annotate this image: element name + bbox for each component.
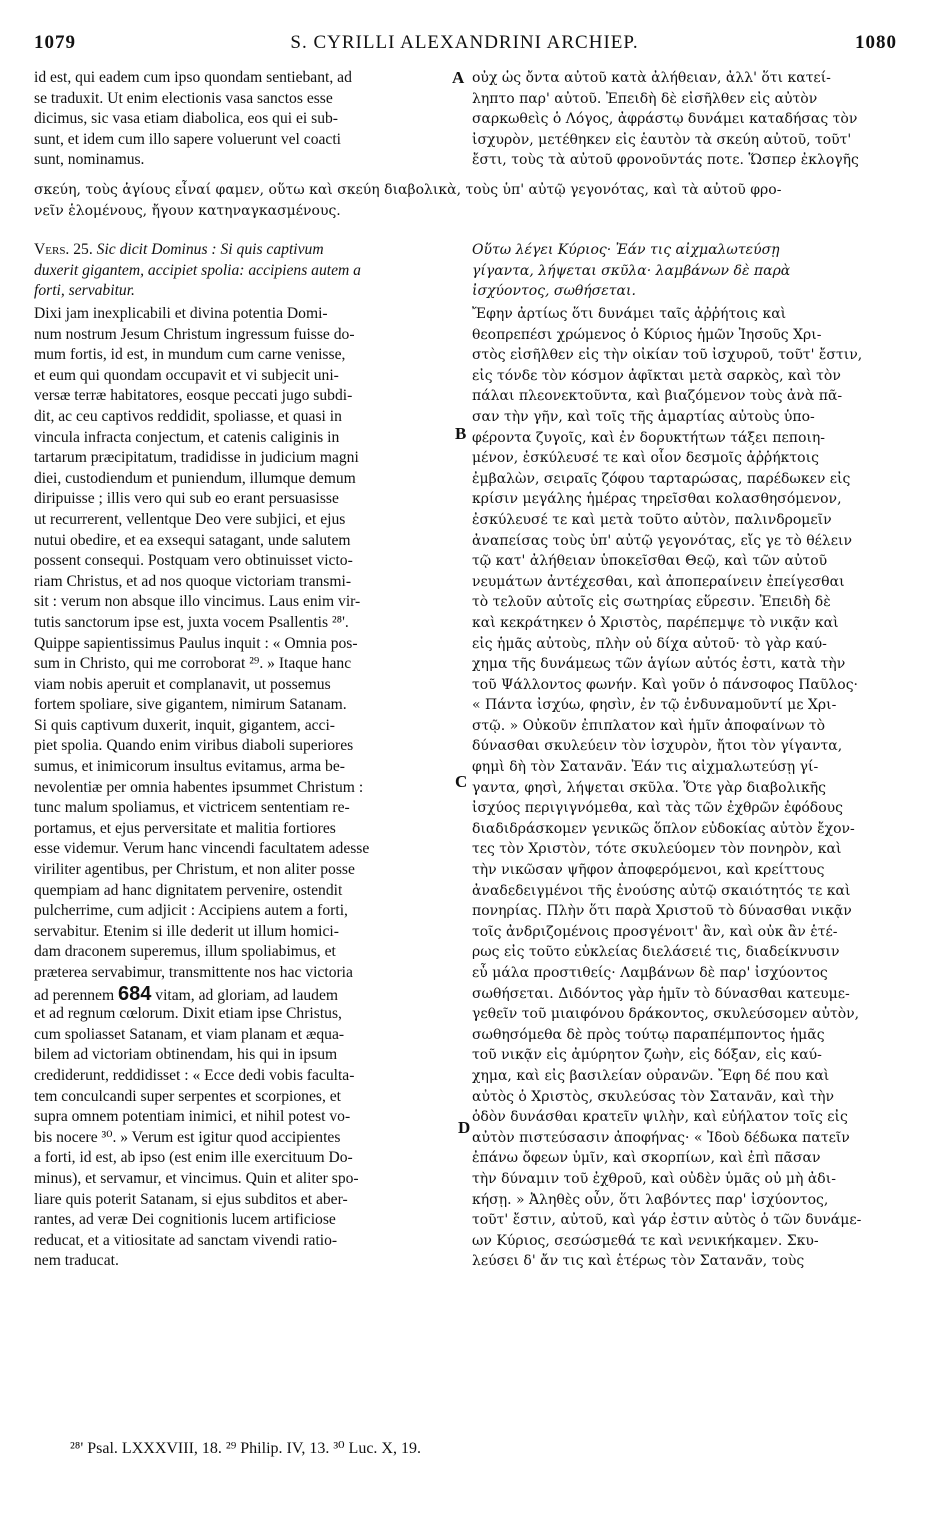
latin-text-line: rantes, ad veræ Dei cognitionis lucem artificiose — [34, 1211, 336, 1229]
greek-text-line: τοῖς ἀνδριζομένοις προσγένοιτ' ἂν, καὶ οὐκ ἂν ἑτέ- — [472, 923, 838, 940]
latin-text-line: possent consequi. Postquam vero obtinuisset victo- — [34, 552, 353, 570]
latin-text-line: num nostrum Jesum Christum ingressum fuisse do- — [34, 325, 355, 343]
latin-text-line: minus), et servamur, et vincimus. Quin et aliter spo- — [34, 1169, 359, 1187]
greek-heading-line: ἰσχύοντος, σωθήσεται. — [472, 283, 636, 300]
greek-text-line: ἰσχύος περιγιγνόμεθα, καὶ τὰς τῶν ἐχθρῶν ἐφόδους — [472, 800, 843, 817]
margin-marker-b: B — [455, 424, 467, 443]
greek-text-line: ρως εἰς τοῦτο εὐκλείας διελάσειέ τις, διαδείκνυσιν — [472, 944, 840, 961]
verse-label: Vers. 25. — [34, 241, 93, 258]
greek-text-line: πονηρίας. Πλὴν ὅτι παρὰ Χριστοῦ τὸ δύνασθαι νικᾷν — [472, 903, 852, 920]
latin-heading-line: duxerit gigantem, accipiet spolia: accipiens autem a — [34, 261, 361, 279]
latin-text-line: pulcherrime, cum adjicit : Accipiens autem a forti, — [34, 902, 348, 920]
greek-text-line: φέροντα ζυγοῖς, καὶ ἐν δορυκτήτων τάξει πεποιη- — [472, 429, 826, 446]
latin-text-line: fortem spoliare, sive gigantem, nimirum Satanam. — [34, 696, 347, 714]
footnotes: ²⁸' Psal. LXXXVIII, 18. ²⁹ Philip. IV, 13. ³⁰ Luc. X, 19. — [70, 1440, 421, 1457]
greek-text-line: δύνασθαι σκυλεύειν τὸν ἰσχυρὸν, ἤτοι τὸν γίγαντα, — [472, 738, 843, 755]
greek-text-line: εἰς ἡμᾶς αὐτοὺς, πλὴν οὐ δίχα αὐτοῦ· τὸ γὰρ καύ- — [472, 635, 827, 652]
greek-text-line: ὁδὸν δυνάσθαι κρατεῖν ψιλὴν, καὶ εὐήλατον τοῖς εἰς — [472, 1109, 848, 1126]
latin-text-line: sit : verum non absque illo vincimus. Laus enim vir- — [34, 593, 361, 611]
latin-text-line: dicimus, sic vasa etiam diabolica, eos qui ei sub- — [34, 110, 339, 128]
greek-text-line: στῷ. » Οὐκοῦν ἐπιπλατον καὶ ἡμῖν ἀποφαίνων τὸ — [472, 717, 826, 734]
latin-text-line: reducat, et a vitiositate ad sanctam vivendi ratio- — [34, 1231, 338, 1249]
greek-text-line: φημὶ δὴ τὸν Σατανᾶν. Ἐάν τις αἰχμαλωτεύσῃ γί- — [472, 759, 819, 776]
latin-text-line: viriliter agentibus, per Christum, et non aliter posse — [34, 861, 355, 879]
latin-text-line: piet spolia. Quando enim viribus diaboli superiores — [34, 737, 354, 755]
greek-text-line: ἀναπείσας τοὺς ὑπ' αὐτῷ γεγονότας, εἴς γε τὸ θέλειν — [472, 532, 853, 549]
greek-text-line: οὐχ ὡς ὄντα αὐτοῦ κατὰ ἀλήθειαν, ἀλλ' ὅτι κατεί- — [472, 70, 831, 86]
margin-marker-a: A — [452, 68, 465, 87]
greek-text-line: τὴν νικῶσαν ψῆφον ἀποφερόμενοι, καὶ κρείττους — [472, 862, 825, 879]
latin-text-line: tartarum præcipitatum, tradidisse in judicium magni — [34, 449, 359, 467]
latin-text-line: esse videmur. Verum hanc vincendi facultatem adesse — [34, 840, 370, 858]
latin-text-line — [34, 984, 446, 1005]
latin-text-line: bis nocere ³⁰. » Verum est igitur quod accipientes — [34, 1128, 341, 1146]
greek-text-line: ων Κύριος, σεσώσμεθά τε καὶ νενικήκαμεν. Σκυ- — [472, 1232, 819, 1249]
greek-column-body — [472, 304, 894, 1272]
greek-text-line: εἰς τόνδε τὸν κόσμον ἀφῖκται μετὰ σαρκὸς, καὶ τὸν — [472, 367, 841, 384]
greek-text-line: τὴν δύναμιν τοῦ ἐχθροῦ, καὶ οὐδὲν ὑμᾶς οὐ μὴ ἀδι- — [472, 1170, 836, 1187]
latin-text-line: tunc malum spoliamus, et victricem sententiam re- — [34, 799, 350, 817]
greek-text-line: σωθήσεται. Διδόντος γὰρ ἡμῖν τὸ δύνασθαι κατευμε- — [472, 985, 850, 1002]
greek-text-line: ἰσχυρὸν, μετέθηκεν εἰς ἑαυτὸν τὰ σκεύη αὐτοῦ, τοῦτ' — [472, 131, 852, 148]
page-number-right: 1080 — [855, 32, 897, 53]
latin-text-line: sum in Christo, qui me corroborat ²⁹. » Itaque hanc — [34, 655, 352, 673]
greek-text-line: σκεύη, τοὺς ἁγίους εἶναί φαμεν, οὕτω καὶ σκεύη διαβολικὰ, τοὺς ὑπ' αὐτῷ γεγονότας, καὶ τὰ αὐτοῦ φρο- — [34, 182, 782, 198]
latin-text-line: a forti, id est, ab ipso (est enim ille exercituum Do- — [34, 1149, 353, 1167]
greek-heading-line: γίγαντα, λήψεται σκῦλα· λαμβάνων δὲ παρὰ — [472, 262, 791, 279]
latin-text-line: viam nobis aperuit et complanavit, ut possemus — [34, 675, 331, 693]
greek-text-line: σαν τὴν γῆν, καὶ τοῖς τῆς ἁμαρτίας αὐτοὺς ὑπο- — [472, 408, 815, 425]
greek-text-line: αὐτὸς ὁ Χριστὸς, σκυλεύσας τὸν Σατανᾶν, καὶ τὴν — [472, 1088, 835, 1105]
greek-text-line: νεῖν ἑλομένους, ἤγουν κατηναγκασμένους. — [34, 202, 341, 219]
latin-text-line: diei, custodiendum et puniendum, illumque demum — [34, 469, 356, 487]
latin-text-line: mum fortis, id est, in mundum cum carne venisse, — [34, 346, 346, 364]
latin-text-line: ut recurrerent, vellentque Deo vere subjici, et ejus — [34, 510, 346, 528]
latin-column-top — [34, 68, 446, 171]
greek-text-line: ἐπάνω ὄφεων ὑμῖν, καὶ σκορπίων, καὶ ἐπὶ πᾶσαν — [472, 1150, 821, 1167]
page-header — [0, 32, 929, 62]
latin-text-line: diripuisse ; illis vero qui sub eo erant persuasisse — [34, 490, 339, 508]
greek-text-line: καὶ κεκράτηκεν ὁ Χριστὸς, παρέπεμψε τὸ νικᾷν καὶ — [472, 614, 839, 631]
greek-text-line: τοῦ Ψάλλοντος φωνήν. Καὶ γοῦν ὁ πάνσοφος Παῦλος· — [472, 676, 858, 693]
running-title: S. CYRILLI ALEXANDRINI ARCHIEP. — [290, 32, 639, 53]
latin-text-line: sunt, et idem cum illo sapere voluerunt vel coacti — [34, 130, 342, 148]
greek-text-line: γεθεῖν τοῦ μιαιφόνου δράκοντος, σκυλεύσομεν αὐτὸν, — [472, 1006, 860, 1023]
greek-text-line: ληπτο παρ' αὐτοῦ. Ἐπειδὴ δὲ εἰσῆλθεν εἰς αὐτὸν — [472, 90, 818, 107]
latin-text-line: vincula infracta conjectum, et catenis caliginis in — [34, 428, 340, 446]
latin-text-line: dam draconem superemus, illum spoliabimus, et — [34, 943, 336, 961]
greek-text-line: ἐμβαλὼν, σειραῖς ζόφου ταρταρώσας, παρέδωκεν εἰς — [472, 470, 851, 487]
latin-text-line: riam Christus, et ad nos quoque victoriam transmi- — [34, 572, 352, 590]
latin-text-line: nevolentiæ per omnia habentes ipsummet Christum : — [34, 778, 364, 796]
latin-heading-line: Sic dicit Dominus : Si quis captivum — [96, 241, 324, 258]
greek-text-line: σωθησόμεθα δὲ πρὸς τούτῳ παραπέμποντος ἡμᾶς — [472, 1026, 825, 1043]
greek-text-line: μένον, ἐσκύλευσέ τε καὶ οἷον δεσμοῖς ἀῤῥήκτοις — [472, 450, 819, 467]
greek-text-line: γαντα, φησὶ, λήψεται σκῦλα. Ὅτε γὰρ διαβολικῆς — [472, 779, 826, 796]
page-number-left: 1079 — [34, 32, 76, 53]
greek-text-line: τες τὸν Χριστὸν, τότε σκυλεύομεν τὸν πονηρὸν, καὶ — [472, 841, 842, 858]
greek-heading-line: Οὕτω λέγει Κύριος· Ἐάν τις αἰχμαλωτεύσῃ — [472, 242, 780, 258]
latin-text-fragment: vitam, ad gloriam, ad laudem — [155, 986, 339, 1004]
greek-text-line: χημα τῆς δυνάμεως τῶν ἁγίων αὐτός ἐστι, κατὰ τὴν — [472, 656, 846, 673]
greek-column-top — [472, 68, 894, 171]
latin-text-line: cum spoliasset Satanam, et viam planam et æqua- — [34, 1025, 345, 1043]
greek-verse-heading — [472, 240, 894, 302]
greek-text-line: πάλαι πλεονεκτοῦντα, καὶ βιαζόμενον τοὺς ἀνὰ πᾶ- — [472, 388, 843, 405]
latin-text-line: sunt, nominamus. — [34, 151, 145, 169]
latin-text-line: prætereа servabimur, transmittente nos hac victoria — [34, 964, 353, 981]
latin-text-line: crediderunt, reddidisset : « Ecce dedi vobis faculta- — [34, 1066, 355, 1084]
greek-text-line: διαδιδράσκομεν γενικῶς ὅπλον εὐδοκίας αὐτὸν ἔχον- — [472, 820, 855, 837]
latin-text-line: dit, ac ceu captivos reddidit, spoliasse, et quasi in — [34, 407, 342, 425]
latin-text-line: nem traducat. — [34, 1252, 119, 1270]
greek-text-line: τοῦ νικᾷν εἰς ἀμύρητον ζωὴν, εἰς δόξαν, εἰς καύ- — [472, 1047, 822, 1064]
greek-text-line: στὸς εἰσῆλθεν εἰς τὴν οἰκίαν τοῦ ἰσχυροῦ, τοῦτ' ἔστιν, — [472, 347, 863, 364]
column-number: 684 — [118, 983, 152, 1005]
latin-text-line: bilem ad victoriam obtinendam, his qui in ipsum — [34, 1046, 338, 1064]
greek-text-line: τοῦτ' ἔστιν, αὐτοῦ, καὶ γάρ ἐστιν αὐτὸς ὁ τῶν δυνάμε- — [472, 1212, 862, 1229]
greek-text-line: ἀναδεδειγμένοι τῆς ἐνούσης αὐτῷ σκαιότητός τε καὶ — [472, 882, 851, 899]
greek-text-line: ἔστι, τοὺς τὰ αὐτοῦ φρονοῦντάς ποτε. Ὥσπερ ἐκλογῆς — [472, 152, 859, 169]
margin-marker-d: D — [458, 1118, 471, 1137]
latin-text-line: id est, qui eadem cum ipso quondam sentiebant, ad — [34, 69, 352, 86]
latin-text-line: tem conculcandi super serpentes et scorpiones, et — [34, 1087, 342, 1105]
latin-text-line: liare quis poterit Satanam, si ejus subditos et aber- — [34, 1190, 348, 1208]
latin-verse-heading — [34, 240, 446, 302]
latin-text-line: portamus, et ejus perversitate et malitia fortiores — [34, 819, 336, 837]
greek-text-line: σαρκωθεὶς ὁ Λόγος, ἀφράστῳ δυνάμει καταδήσας τὸν — [472, 111, 858, 128]
latin-text-line: servabitur. Etenim si ille dederit ut illum homici- — [34, 922, 339, 940]
latin-text-line: et eum qui quondam occupavit et vi subjecit uni- — [34, 366, 339, 384]
greek-text-line: χημα, καὶ εἰς βασιλείαν οὐρανῶν. Ἔφη δέ που καὶ — [472, 1067, 830, 1084]
latin-text-line: Quippe sapientissimus Paulus inquit : « Omnia pos- — [34, 634, 358, 652]
greek-text-line: « Πάντα ἰσχύω, φησὶν, ἐν τῷ ἐνδυναμοῦντί με Χρι- — [472, 697, 837, 714]
greek-text-line: Ἔφην ἀρτίως ὅτι δυνάμει ταῖς ἀῤῥήτοις καὶ — [472, 306, 787, 322]
greek-text-line: ἐσκύλευσέ τε καὶ μετὰ τοῦτο αὐτὸν, παλινδρομεῖν — [472, 511, 832, 528]
latin-text-fragment: ad perennem — [34, 986, 115, 1004]
greek-text-line: κρίσιν μεγάλης ἡμέρας τηρεῖσθαι κολασθησόμενον, — [472, 491, 842, 508]
latin-text-line: et ad regnum cœlorum. Dixit etiam ipse Christus, — [34, 1005, 342, 1023]
latin-text-line: nutui obedire, et ea exsequi satagant, unde salutem — [34, 531, 351, 549]
latin-heading-line: forti, servabitur. — [34, 282, 135, 300]
latin-text-line: quempiam ad hanc dignitatem pervenire, ostendit — [34, 881, 343, 899]
greek-text-line: θεοπρεπέσι χρώμενος ὁ Κύριος ἡμῶν Ἰησοῦς Χρι- — [472, 326, 822, 343]
greek-text-line: κήσῃ. » Ἀληθὲς οὖν, ὅτι λαβόντες παρ' ἰσχύοντος, — [472, 1191, 829, 1208]
latin-text-line: supra omnem potentiam inimici, et nihil potest vo- — [34, 1108, 351, 1126]
margin-marker-c: C — [455, 772, 468, 791]
greek-text-line: αὐτὸν πιστεύσασιν ἀποφήνας· « Ἰδοὺ δέδωκα πατεῖν — [472, 1129, 850, 1146]
latin-text-line: Dixi jam inexplicabili et divina potentia Domi- — [34, 305, 328, 322]
greek-text-line: λεύσει δ' ἄν τις καὶ ἑτέρως τὸν Σατανᾶν, τοὺς — [472, 1253, 805, 1270]
greek-full-width-lines — [34, 180, 894, 221]
latin-text-line: tutis sanctorum ipse est, juxta vocem Psallentis ²⁸'. — [34, 613, 349, 631]
greek-text-line: εὖ μάλα προστιθείς· Λαμβάνων δὲ παρ' ἰσχύοντος — [472, 965, 828, 981]
latin-text-line: versæ terræ habitatores, eosque peccati jugo subdi- — [34, 387, 353, 405]
latin-column-body — [34, 304, 446, 1272]
latin-text-line: sumus, et inimicorum insultus evitamus, arma be- — [34, 758, 345, 776]
latin-text-line: se traduxit. Ut enim electionis vasa sanctos esse — [34, 89, 333, 107]
latin-text-line: Si quis captivum duxerit, inquit, gigantem, acci- — [34, 716, 335, 734]
greek-text-line: τὸ τελοῦν αὐτοῖς εἰς σωτηρίας εὕρεσιν. Ἐπειδὴ δὲ — [472, 594, 831, 611]
greek-text-line: νευμάτων ἀντέχεσθαι, καὶ ἀποπεραίνειν ἐπείγεσθαι — [472, 573, 845, 590]
greek-text-line: τῷ κατ' ἀλήθειαν ὑποκεῖσθαι Θεῷ, καὶ τῶν αὐτοῦ — [472, 553, 828, 570]
